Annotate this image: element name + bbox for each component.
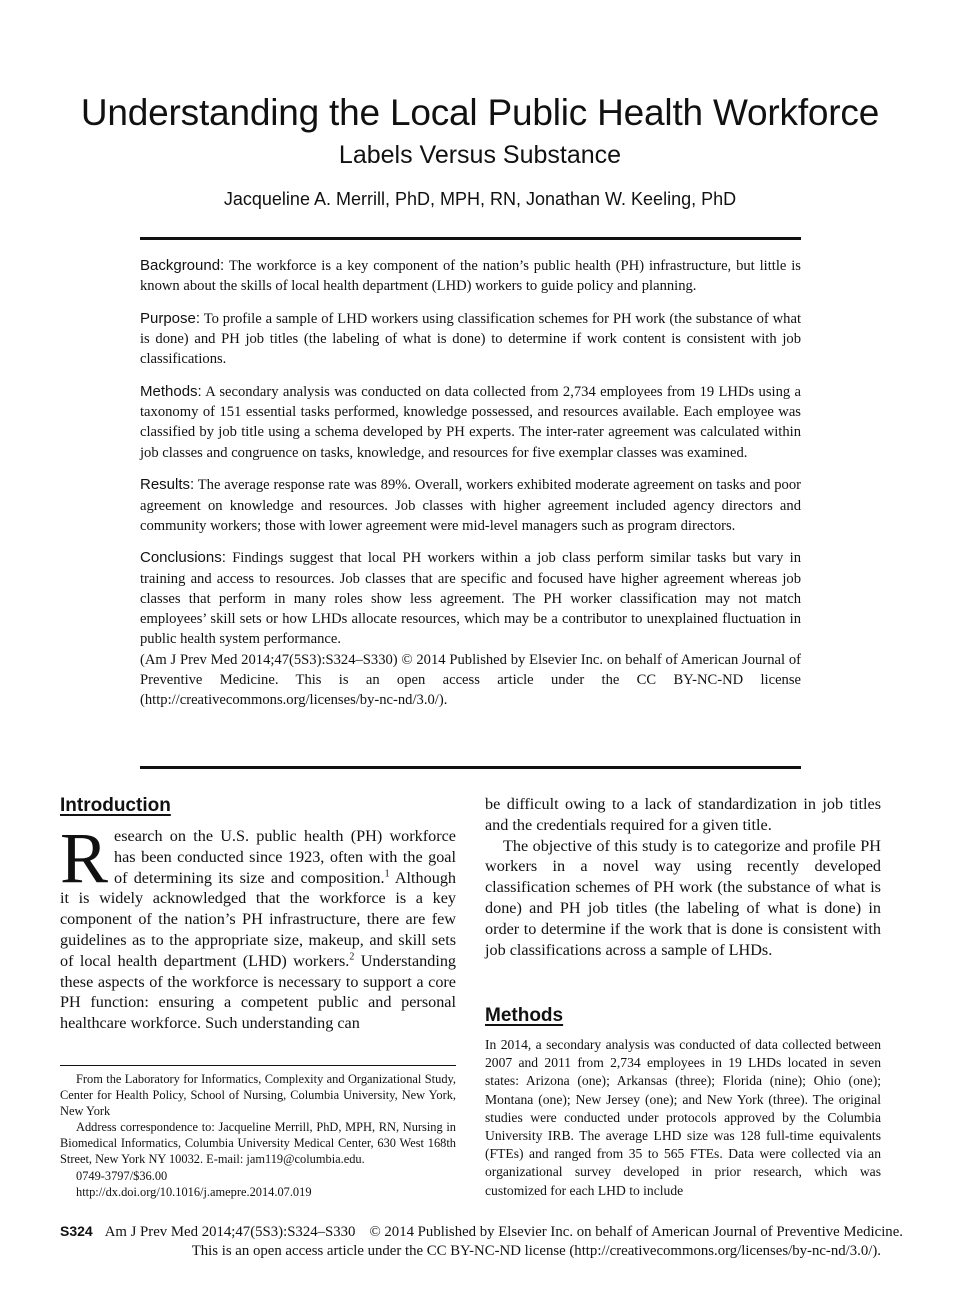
abstract-citation — [140, 650, 801, 711]
introduction-column — [60, 818, 457, 1034]
abstract — [140, 256, 801, 711]
abstract-top-rule — [140, 237, 801, 240]
methods-label: Methods: — [140, 383, 202, 401]
methods-text: A secondary analysis was conducted on data collected from 2,734 employees from 19 LHDs using a taxonomy of 151 essential tasks performed, knowledge possessed, and resources available. Each employee was classified by job title using a schema developed by PH experts. The inter-rater agreement was calculated within job classes and congruence on tasks, knowledge, and resources for five exemplar classes was examined. — [140, 384, 801, 461]
background-label: Background: — [140, 257, 225, 274]
results-text: The average response rate was 89%. Overall, workers exhibited moderate agreement on tasks and poor agreement on knowledge and resources. Job classes with higher agreement included agency directors and community workers; those with lower agreement were mid-level managers such as program directors. — [140, 477, 801, 534]
methods-heading: Methods — [485, 1005, 564, 1026]
footer-line-2 — [60, 1242, 881, 1261]
correspondence-note: Address correspondence to: Jacqueline Merrill, PhD, MPH, RN, Nursing in Biomedical Informatics, Columbia University Medical Center, 630 West 168th Street, New York NY 10032. E-mail: jam119@columbia.edu. — [60, 1120, 456, 1167]
intro-text-b: Although it is widely acknowledged that the workforce is a key component of the nation’s PH infrastructure, there are few guidelines as to the appropriate size, makeup, and skill sets of local health department (LHD) workers. — [60, 868, 457, 970]
intro-text-a: esearch on the U.S. public health (PH) workforce has been conducted since 1923, often with the goal of determining its size and composition. — [114, 827, 456, 887]
footer-copyright: © 2014 Published by Elsevier Inc. on behalf of American Journal of Preventive Medicine. — [369, 1224, 903, 1240]
intro-text-c: Understanding these aspects of the workforce is necessary to support a core PH function: ensuring a competent public and personal healthcare workforce. Such understanding can — [60, 951, 457, 1033]
abstract-methods — [140, 382, 801, 463]
conclusions-text: Findings suggest that local PH workers within a job class perform similar tasks but vary in training and access to resources. Job classes that are specific and focused have higher agreement whereas job classes that perform in many roles show less agreement. The PH worker classification may not match employees’ skill sets or how LHDs allocate resources, which may be a contributor to unexplained fluctuation in public health system performance. — [140, 550, 801, 648]
footer-license-link[interactable]: http://creativecommons.org/licenses/by-nc-nd/3.0/ — [574, 1243, 873, 1259]
affiliation-note: From the Laboratory for Informatics, Complexity and Organizational Study, Center for Health Policy, School of Nursing, Columbia University, New York, New York — [60, 1072, 456, 1119]
background-text: The workforce is a key component of the nation’s public health (PH) infrastructure, but little is known about the skills of local health department (LHD) workers to guide policy and planning. — [140, 258, 801, 295]
introduction-paragraph — [60, 818, 457, 1034]
purpose-text: To profile a sample of LHD workers using classification schemes for PH work (the substance of what is done) and PH job titles (the labeling of what is done) to determine if work content is consistent with job classifications. — [140, 310, 801, 368]
abstract-results — [140, 475, 801, 536]
methods-column — [485, 1036, 881, 1200]
citation-end: ). — [438, 692, 448, 709]
purpose-label: Purpose: — [140, 309, 201, 327]
author-list: Jacqueline A. Merrill, PhD, MPH, RN, Jonathan W. Keeling, PhD — [223, 189, 737, 209]
citation-text: (Am J Prev Med 2014;47(5S3):S324–S330) © 2014 Published by Elsevier Inc. on behalf of American Journal of Preventive Medicine. This is an open access article under the CC BY-NC-ND license — [140, 651, 801, 689]
footnotes — [60, 1071, 456, 1200]
introduction-continued — [485, 794, 881, 960]
objective-paragraph: The objective of this study is to categorize and profile PH workers in a novel way using recently developed classification schemes of PH work (the substance of what is done) and PH job titles (the labeling of what is done) in order to determine if the work that is done is consistent with job classifications across a sample of LHDs. — [485, 836, 881, 959]
abstract-bottom-rule — [140, 766, 801, 769]
issn: 0749-3797/$36.00 — [76, 1168, 168, 1183]
intro-continuation: be difficult owing to a lack of standardization in job titles and the credentials required for a given title. — [485, 795, 881, 834]
introduction-heading: Introduction — [60, 795, 171, 816]
abstract-background — [140, 256, 801, 296]
license-link[interactable]: (http://creativecommons.org/licenses/by-nc-nd/3.0/ — [140, 692, 439, 709]
reference-2[interactable]: 2 — [349, 951, 355, 963]
article-title: Understanding the Local Public Health Workforce — [80, 92, 880, 133]
results-label: Results: — [140, 476, 195, 494]
footer-journal-cite: Am J Prev Med 2014;47(5S3):S324–S330 — [104, 1224, 356, 1240]
drop-cap: R — [60, 818, 109, 898]
methods-paragraph: In 2014, a secondary analysis was conducted of data collected between 2007 and 2011 from 2,734 employees in 19 LHDs located in seven states: Arizona (one); Arkansas (three); Florida (nine); Ohio (one); Montana (one); New Jersey (one); and New York (three). The original studies were conducted under protocols approved by the Columbia University IRB. The average LHD size was 128 full-time equivalents (FTEs) and ranged from 35 to 565 FTEs. Data were collected via an organizational survey developed in prior research, which was customized for each LHD to include — [485, 1037, 881, 1198]
page-number: S324 — [60, 1223, 93, 1239]
abstract-conclusions — [140, 548, 801, 649]
page-footer — [60, 1222, 903, 1261]
footnote-rule — [60, 1065, 456, 1066]
article-subtitle: Labels Versus Substance — [338, 141, 622, 169]
conclusions-label: Conclusions: — [140, 549, 226, 567]
footer-license-end: ). — [872, 1243, 881, 1259]
reference-1[interactable]: 1 — [384, 868, 390, 880]
footer-line-1 — [60, 1222, 903, 1242]
footer-license-text: This is an open access article under the CC BY-NC-ND license ( — [191, 1243, 575, 1259]
abstract-purpose — [140, 309, 801, 370]
doi-link[interactable]: http://dx.doi.org/10.1016/j.amepre.2014.07.019 — [76, 1184, 312, 1199]
